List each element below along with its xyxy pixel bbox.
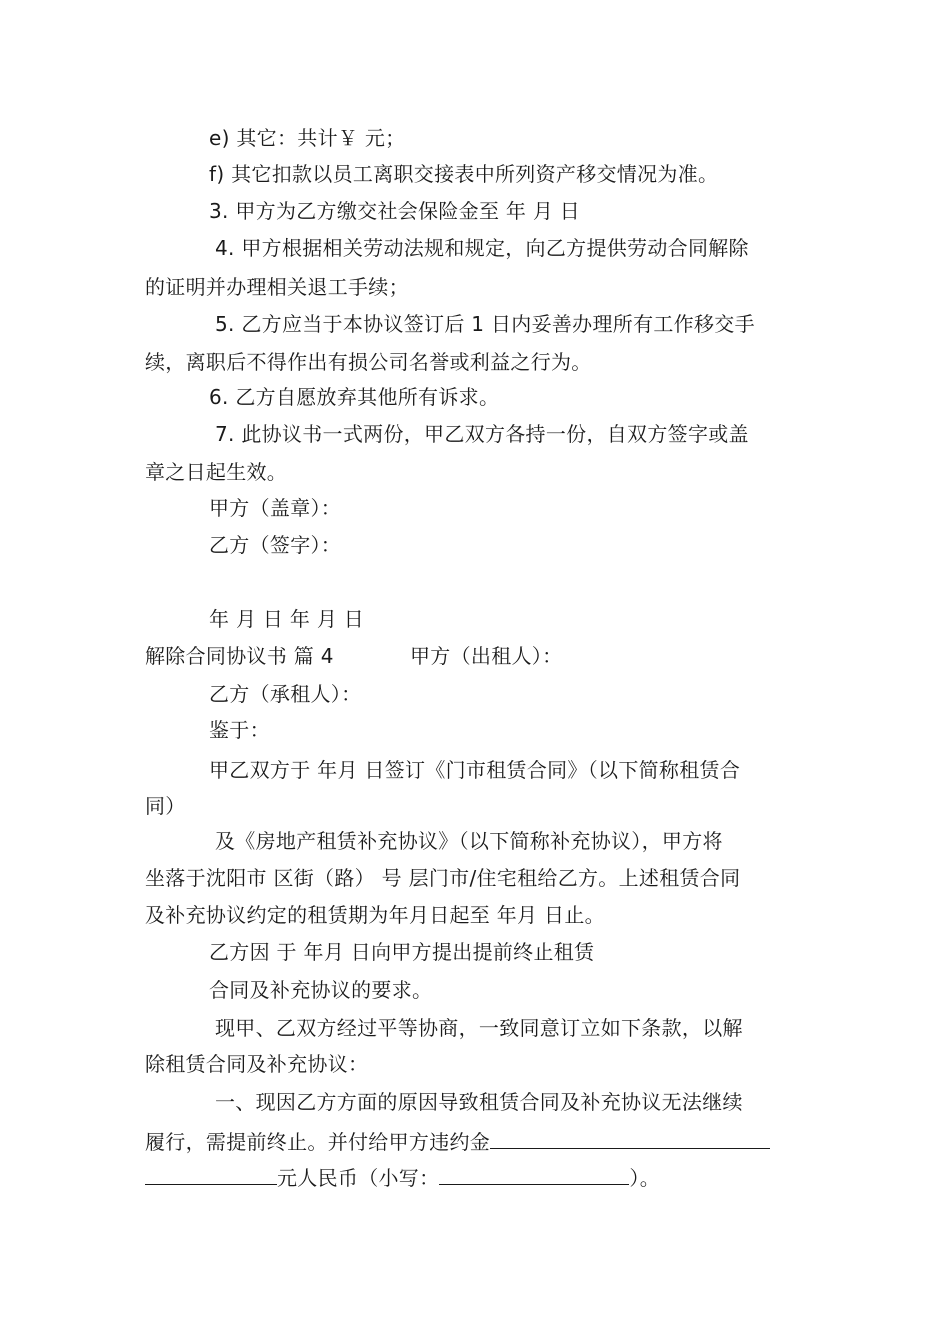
penalty-line xyxy=(145,1126,770,1155)
signature-party-a: 甲方（盖章）： xyxy=(209,496,342,520)
text-line: 乙方因 于 年月 日向甲方提出提前终止租赁 xyxy=(209,940,595,964)
text-line: 现甲、乙双方经过平等协商，一致同意订立如下条款，以解 xyxy=(215,1016,743,1040)
text-line: 坐落于沈阳市 区街（路） 号 层门市/住宅租给乙方。上述租赁合同 xyxy=(145,866,741,890)
text-line: 3. 甲方为乙方缴交社会保险金至 年 月 日 xyxy=(209,199,581,223)
penalty-amount-blank-continued xyxy=(145,1162,277,1185)
text-line: 7. 此协议书一式两份，甲乙双方各持一份，自双方签字或盖 xyxy=(215,422,749,446)
text-line: 及《房地产租赁补充协议》（以下简称补充协议），甲方将 xyxy=(215,829,723,853)
text-line: 鉴于： xyxy=(209,718,270,742)
lessee-label: 乙方（承租人）： xyxy=(209,682,362,706)
text-line: 一、现因乙方方面的原因导致租赁合同及补充协议无法继续 xyxy=(215,1090,743,1114)
text-line: e) 其它：共计￥ 元； xyxy=(209,126,406,150)
text-line: 甲乙双方于 年月 日签订《门市租赁合同》（以下简称租赁合 xyxy=(209,758,741,782)
penalty-amount-blank xyxy=(490,1126,770,1149)
signature-party-b: 乙方（签字）： xyxy=(209,533,342,557)
text-line: 同） xyxy=(145,794,186,818)
closing-paren: ）。 xyxy=(629,1166,661,1190)
penalty-text: 履行，需提前终止。并付给甲方违约金 xyxy=(145,1130,491,1154)
section-title: 解除合同协议书 篇 4 xyxy=(145,644,334,668)
text-line: 续，离职后不得作出有损公司名誉或利益之行为。 xyxy=(145,350,592,374)
text-line: 4. 甲方根据相关劳动法规和规定，向乙方提供劳动合同解除 xyxy=(215,236,749,260)
text-line: 的证明并办理相关退工手续； xyxy=(145,275,409,299)
text-line: 及补充协议约定的租赁期为年月日起至 年月 日止。 xyxy=(145,903,605,927)
lessor-label: 甲方（出租人）： xyxy=(410,644,563,668)
text-line: 5. 乙方应当于本协议签订后 1 日内妥善办理所有工作移交手 xyxy=(215,312,755,336)
text-line: 合同及补充协议的要求。 xyxy=(209,978,433,1002)
text-line: f) 其它扣款以员工离职交接表中所列资产移交情况为准。 xyxy=(209,162,719,186)
rmb-text: 元人民币（小写： xyxy=(277,1166,440,1190)
text-line: 6. 乙方自愿放弃其他所有诉求。 xyxy=(209,385,500,409)
text-line: 除租赁合同及补充协议： xyxy=(145,1052,369,1076)
text-line: 章之日起生效。 xyxy=(145,460,288,484)
date-line: 年 月 日 年 月 日 xyxy=(209,607,365,631)
penalty-line-2 xyxy=(145,1162,660,1191)
lowercase-amount-blank xyxy=(439,1162,629,1185)
